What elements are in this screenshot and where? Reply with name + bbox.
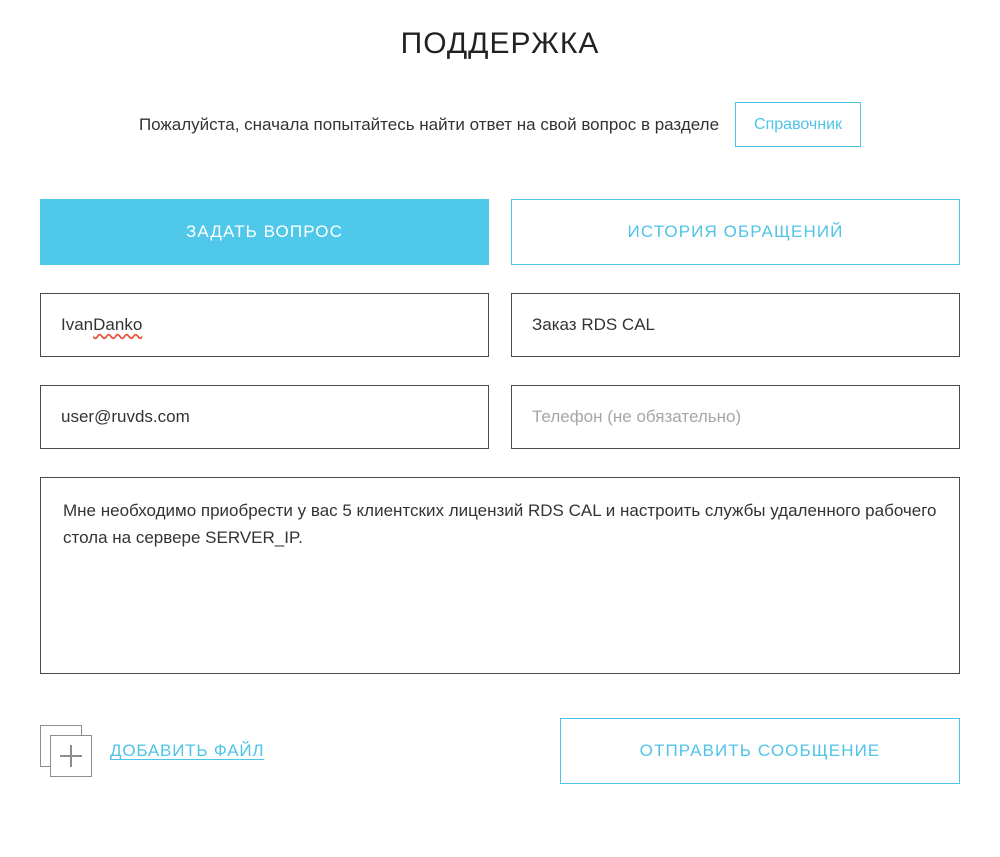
fields-row-1	[0, 293, 1000, 357]
add-file-icon	[40, 725, 96, 777]
phone-input[interactable]: Телефон (не обязательно)	[511, 385, 960, 449]
email-input[interactable]: user@ruvds.com	[40, 385, 489, 449]
page-title: ПОДДЕРЖКА	[400, 27, 600, 60]
tab-ask-question[interactable]: ЗАДАТЬ ВОПРОС	[40, 199, 489, 265]
handbook-button[interactable]: Справочник	[735, 102, 861, 147]
add-file-label: ДОБАВИТЬ ФАЙЛ	[110, 741, 265, 761]
message-wrap	[0, 477, 1000, 674]
name-input[interactable]	[40, 293, 489, 357]
fields-row-2	[0, 385, 1000, 449]
hint-text: Пожалуйста, сначала попытайтесь найти ответ на свой вопрос в разделе	[138, 114, 720, 134]
hint-row	[0, 102, 1000, 147]
tab-request-history[interactable]: ИСТОРИЯ ОБРАЩЕНИЙ	[511, 199, 960, 265]
tab-bar	[0, 199, 1000, 265]
bottom-actions	[0, 718, 1000, 784]
name-input-value-first: Ivan	[61, 315, 94, 335]
send-message-button[interactable]: ОТПРАВИТЬ СООБЩЕНИЕ	[560, 718, 960, 784]
message-textarea[interactable]: Мне необходимо приобрести у вас 5 клиентских лицензий RDS CAL и настроить службы удаленного рабочего стола на сервере SERVER_IP.	[40, 477, 960, 674]
add-file-button[interactable]	[40, 725, 500, 777]
name-input-value-misspelled: Danko	[93, 315, 143, 335]
subject-input[interactable]: Заказ RDS CAL	[511, 293, 960, 357]
